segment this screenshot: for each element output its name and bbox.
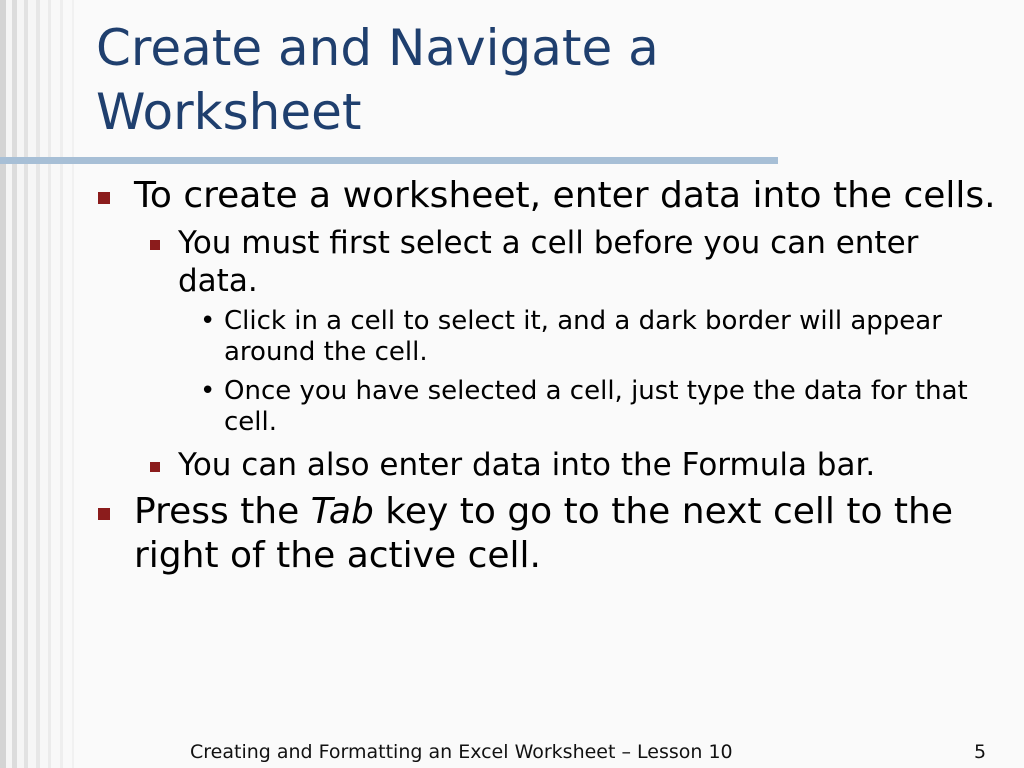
- sub-bullet-item: [148, 224, 996, 300]
- slide-title-line1: Create and Navigate a: [96, 19, 659, 77]
- sub-sub-bullet-item: [198, 306, 996, 368]
- bullet-item: [96, 174, 996, 218]
- sub-bullet-text: You can also enter data into the Formula bar.: [178, 447, 876, 483]
- sub-sub-bullet-text: Once you have selected a cell, just type the data for that cell.: [224, 376, 968, 437]
- dot-bullet-icon: •: [200, 306, 216, 336]
- sub-bullet-item: [148, 446, 996, 484]
- square-bullet-icon: [98, 508, 110, 520]
- square-bullet-icon: [150, 462, 160, 472]
- square-bullet-icon: [98, 192, 110, 204]
- bullet-text-prefix: Press the: [134, 491, 311, 532]
- sub-sub-bullet-item: [198, 376, 996, 438]
- page-number: 5: [974, 741, 987, 763]
- tab-key-emphasis: Tab: [310, 491, 374, 532]
- slide-content: [96, 174, 996, 584]
- sub-bullet-text: You must first select a cell before you can enter data.: [178, 225, 919, 299]
- square-bullet-icon: [150, 240, 160, 250]
- slide-title: [96, 16, 796, 144]
- sub-sub-bullet-text: Click in a cell to select it, and a dark border will appear around the cell.: [224, 306, 942, 367]
- title-divider: [0, 157, 778, 164]
- bullet-text: To create a worksheet, enter data into the cells.: [134, 175, 996, 216]
- slide-title-line2: Worksheet: [96, 83, 362, 141]
- footer-text: Creating and Formatting an Excel Worksheet – Lesson 10: [190, 741, 733, 763]
- bullet-item: [96, 490, 996, 578]
- dot-bullet-icon: •: [200, 376, 216, 406]
- bullet-text-suffix: key to go to the next cell to the right of the active cell.: [134, 491, 954, 576]
